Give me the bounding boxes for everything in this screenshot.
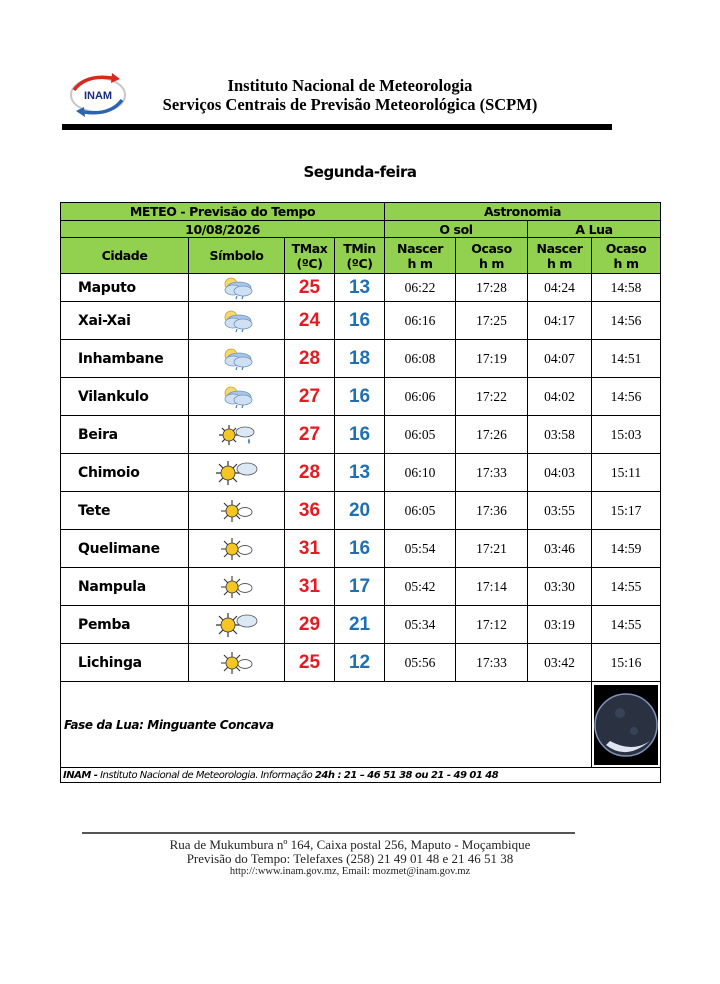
meteo-title: METEO - Previsão do Tempo [61,203,385,221]
header-rule [62,124,612,130]
tmin-value: 16 [335,416,385,454]
moon-title: A Lua [528,221,661,238]
sunrise-time: 06:22 [385,274,456,302]
col-moonrise: Nascer h m [528,238,592,274]
logo-text: INAM [83,90,113,102]
sunrise-time: 05:34 [385,606,456,644]
tmax-value: 28 [285,340,335,378]
institute-subtitle: Serviços Centrais de Previsão Meteorológica (SCPM) [162,95,538,114]
table-row [61,416,661,454]
sunset-time: 17:21 [456,530,528,568]
tmin-value: 16 [335,530,385,568]
table-row [61,274,661,302]
col-moonset: Ocaso h m [592,238,661,274]
sunrise-time: 06:10 [385,454,456,492]
table-row [61,454,661,492]
moonrise-time: 03:19 [528,606,592,644]
tmax-value: 24 [285,302,335,340]
col-symbol: Símbolo [189,238,285,274]
sun-cloud-rain-icon [189,416,285,454]
tmax-value: 31 [285,530,335,568]
moonrise-time: 03:46 [528,530,592,568]
moonset-time: 14:56 [592,378,661,416]
city-name: Lichinga [61,644,189,682]
city-name: Quelimane [61,530,189,568]
moonset-time: 14:55 [592,606,661,644]
moonrise-time: 03:42 [528,644,592,682]
moonset-time: 15:11 [592,454,661,492]
table-row [61,644,661,682]
header-title [140,76,560,114]
waning-crescent-moon-icon [592,682,661,768]
tmin-value: 17 [335,568,385,606]
sunrise-time: 06:05 [385,416,456,454]
table-row [61,492,661,530]
tmax-value: 27 [285,416,335,454]
col-city: Cidade [61,238,189,274]
forecast-table [60,202,661,783]
partly-cloudy-rain-icon [189,340,285,378]
sun-small-cloud-icon [189,530,285,568]
forecast-day: Segunda-feira [303,163,417,181]
moonrise-time: 03:58 [528,416,592,454]
moon-phase: Fase da Lua: Minguante Concava [61,682,592,768]
astronomy-title: Astronomia [385,203,661,221]
moonset-time: 14:59 [592,530,661,568]
sun-small-cloud-icon [189,492,285,530]
inam-logo [66,72,130,118]
sunrise-time: 06:16 [385,302,456,340]
sun-cloud-icon [189,606,285,644]
sunset-time: 17:36 [456,492,528,530]
partly-cloudy-rain-icon [189,302,285,340]
moonrise-time: 04:24 [528,274,592,302]
moonrise-time: 03:55 [528,492,592,530]
city-name: Nampula [61,568,189,606]
city-name: Maputo [61,274,189,302]
city-name: Vilankulo [61,378,189,416]
table-row [61,606,661,644]
moonrise-time: 04:03 [528,454,592,492]
tmax-value: 25 [285,644,335,682]
phone-line: Previsão do Tempo: Telefaxes (258) 21 49 01 48 e 21 46 51 38 [186,851,514,866]
tmin-value: 16 [335,302,385,340]
institute-title: Instituto Nacional de Meteorologia [227,76,473,95]
sunrise-time: 05:56 [385,644,456,682]
footer-info: INAM - Instituto Nacional de Meteorologia. Informação 24h : 21 – 46 51 38 ou 21 - 49 01 48 [61,768,661,783]
moonset-time: 14:55 [592,568,661,606]
moonset-time: 14:56 [592,302,661,340]
tmax-value: 36 [285,492,335,530]
moonset-time: 15:16 [592,644,661,682]
table-row [61,568,661,606]
sun-cloud-icon [189,454,285,492]
sunset-time: 17:26 [456,416,528,454]
tmax-value: 31 [285,568,335,606]
moonrise-time: 04:02 [528,378,592,416]
city-name: Pemba [61,606,189,644]
col-tmax: TMax (ºC) [285,238,335,274]
tmin-value: 21 [335,606,385,644]
table-row [61,340,661,378]
table-row [61,378,661,416]
moonrise-time: 04:17 [528,302,592,340]
city-name: Xai-Xai [61,302,189,340]
tmin-value: 12 [335,644,385,682]
sunset-time: 17:22 [456,378,528,416]
sunrise-time: 05:42 [385,568,456,606]
moonrise-time: 04:07 [528,340,592,378]
city-name: Beira [61,416,189,454]
partly-cloudy-rain-icon [189,378,285,416]
tmin-value: 13 [335,454,385,492]
web-email-line: http://:www.inam.gov.mz, Email: mozmet@inam.gov.mz [229,866,471,877]
address-rule [82,832,575,834]
moonset-time: 15:17 [592,492,661,530]
tmax-value: 29 [285,606,335,644]
sunset-time: 17:25 [456,302,528,340]
sun-small-cloud-icon [189,568,285,606]
sunrise-time: 06:06 [385,378,456,416]
moonset-time: 14:58 [592,274,661,302]
sunset-time: 17:33 [456,644,528,682]
moonset-time: 15:03 [592,416,661,454]
partly-cloudy-rain-icon [189,274,285,302]
table-row [61,302,661,340]
city-name: Inhambane [61,340,189,378]
sunset-time: 17:33 [456,454,528,492]
tmax-value: 27 [285,378,335,416]
tmax-value: 28 [285,454,335,492]
address-line: Rua de Mukumbura nº 164, Caixa postal 256, Maputo - Moçambique [169,837,531,852]
tmin-value: 18 [335,340,385,378]
moonset-time: 14:51 [592,340,661,378]
sunset-time: 17:12 [456,606,528,644]
sunrise-time: 06:08 [385,340,456,378]
tmin-value: 16 [335,378,385,416]
sunset-time: 17:19 [456,340,528,378]
sun-small-cloud-icon [189,644,285,682]
table-row [61,530,661,568]
sunset-time: 17:28 [456,274,528,302]
col-tmin: TMin (ºC) [335,238,385,274]
tmin-value: 20 [335,492,385,530]
moonrise-time: 03:30 [528,568,592,606]
tmin-value: 13 [335,274,385,302]
forecast-date: 10/08/2026 [61,221,385,238]
sun-title: O sol [385,221,528,238]
sunrise-time: 06:05 [385,492,456,530]
city-name: Chimoio [61,454,189,492]
col-sunrise: Nascer h m [385,238,456,274]
city-name: Tete [61,492,189,530]
tmax-value: 25 [285,274,335,302]
col-sunset: Ocaso h m [456,238,528,274]
sunset-time: 17:14 [456,568,528,606]
sunrise-time: 05:54 [385,530,456,568]
